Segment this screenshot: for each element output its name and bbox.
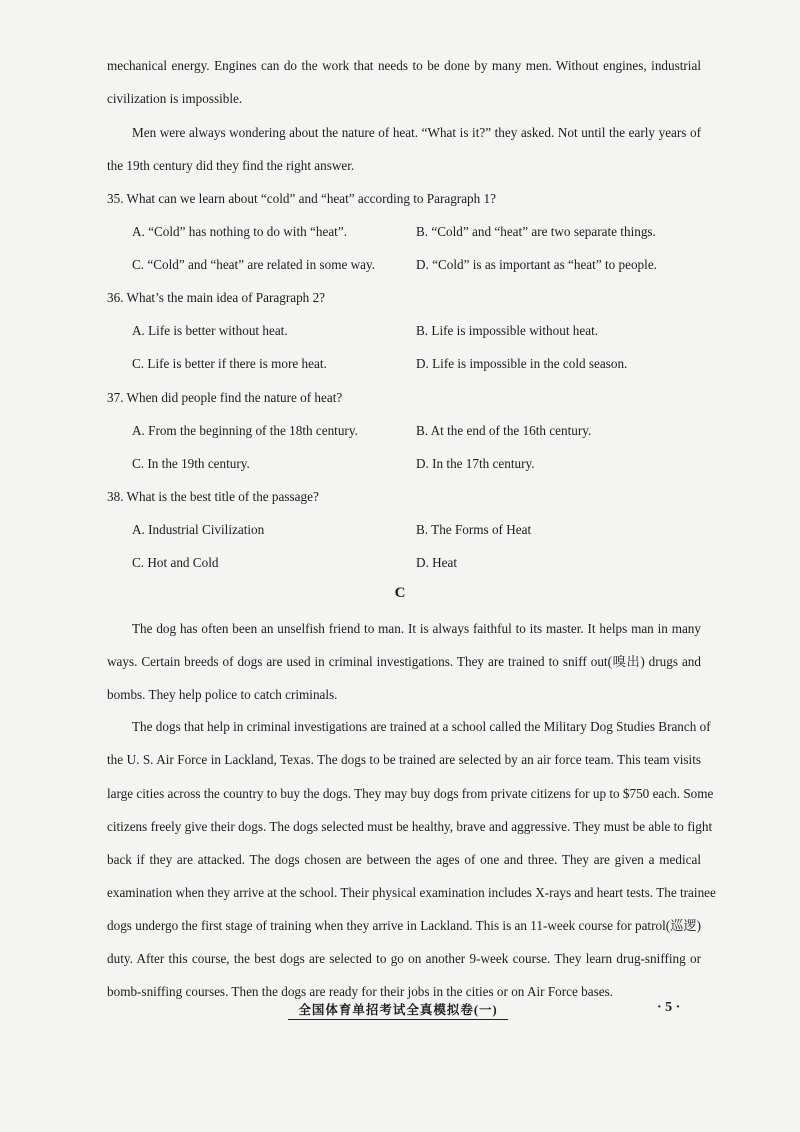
question-38-option-d: D. Heat	[416, 555, 458, 570]
passage-c-line: large cities across the country to buy the dogs. They may buy dogs from private citizens for up to $750 each. Some	[107, 786, 714, 801]
question-35-option-d: D. “Cold” is as important as “heat” to people.	[416, 257, 657, 272]
passage-c-line: back if they are attacked. The dogs chosen are between the ages of one and three. They are given a medical	[107, 852, 701, 867]
passage-b-line: mechanical energy. Engines can do the work that needs to be done by many men. Without engines, industrial	[107, 58, 701, 73]
question-38-option-a: A. Industrial Civilization	[132, 522, 265, 537]
section-heading: C	[394, 585, 406, 601]
passage-c-line: the U. S. Air Force in Lackland, Texas. The dogs to be trained are selected by an air force team. This team visits	[107, 752, 701, 767]
passage-c-line: bombs. They help police to catch criminals.	[107, 687, 338, 702]
passage-c-line: bomb-sniffing courses. Then the dogs are ready for their jobs in the cities or on Air Force bases.	[107, 984, 614, 999]
question-37-option-b: B. At the end of the 16th century.	[416, 423, 592, 438]
question-37-option-c: C. In the 19th century.	[132, 456, 250, 471]
question-36-option-c: C. Life is better if there is more heat.	[132, 356, 327, 371]
question-37-option-d: D. In the 17th century.	[416, 456, 535, 471]
page-number: · 5 ·	[657, 1000, 681, 1015]
question-36-option-d: D. Life is impossible in the cold season.	[416, 356, 628, 371]
passage-c-line: duty. After this course, the best dogs are selected to go on another 9-week course. They learn drug-sniffing or	[107, 951, 701, 966]
question-38-stem: 38. What is the best title of the passage?	[107, 489, 319, 504]
passage-c-line: ways. Certain breeds of dogs are used in criminal investigations. They are trained to sniff out(嗅出) drugs and	[107, 654, 701, 669]
exam-title-footer: 全国体育单招考试全真模拟卷(一)	[288, 1000, 508, 1020]
passage-c-line: citizens freely give their dogs. The dogs selected must be healthy, brave and aggressive. They must be able to fight	[107, 819, 713, 834]
question-37-option-a: A. From the beginning of the 18th century.	[132, 423, 358, 438]
question-35-option-b: B. “Cold” and “heat” are two separate things.	[416, 224, 656, 239]
question-37-stem: 37. When did people find the nature of heat?	[107, 390, 343, 405]
question-36-option-b: B. Life is impossible without heat.	[416, 323, 599, 338]
passage-c-line: examination when they arrive at the school. Their physical examination includes X-rays and heart tests. The trainee	[107, 885, 716, 900]
question-35-stem: 35. What can we learn about “cold” and “heat” according to Paragraph 1?	[107, 191, 496, 206]
question-36-stem: 36. What’s the main idea of Paragraph 2?	[107, 290, 326, 305]
question-35-option-a: A. “Cold” has nothing to do with “heat”.	[132, 224, 347, 239]
passage-c-paragraph: The dogs that help in criminal investigations are trained at a school called the Military Dog Studies Branch of	[132, 719, 711, 734]
passage-b-paragraph: Men were always wondering about the nature of heat. “What is it?” they asked. Not until the early years of	[132, 125, 701, 140]
passage-b-line: the 19th century did they find the right answer.	[107, 158, 355, 173]
passage-c-paragraph: The dog has often been an unselfish friend to man. It is always faithful to its master. It helps man in many	[132, 621, 701, 636]
question-38-option-c: C. Hot and Cold	[132, 555, 219, 570]
passage-c-line: dogs undergo the first stage of training when they arrive in Lackland. This is an 11-week course for patrol(巡逻)	[107, 918, 701, 933]
question-36-option-a: A. Life is better without heat.	[132, 323, 288, 338]
question-38-option-b: B. The Forms of Heat	[416, 522, 532, 537]
passage-b-line: civilization is impossible.	[107, 91, 243, 106]
question-35-option-c: C. “Cold” and “heat” are related in some way.	[132, 257, 376, 272]
